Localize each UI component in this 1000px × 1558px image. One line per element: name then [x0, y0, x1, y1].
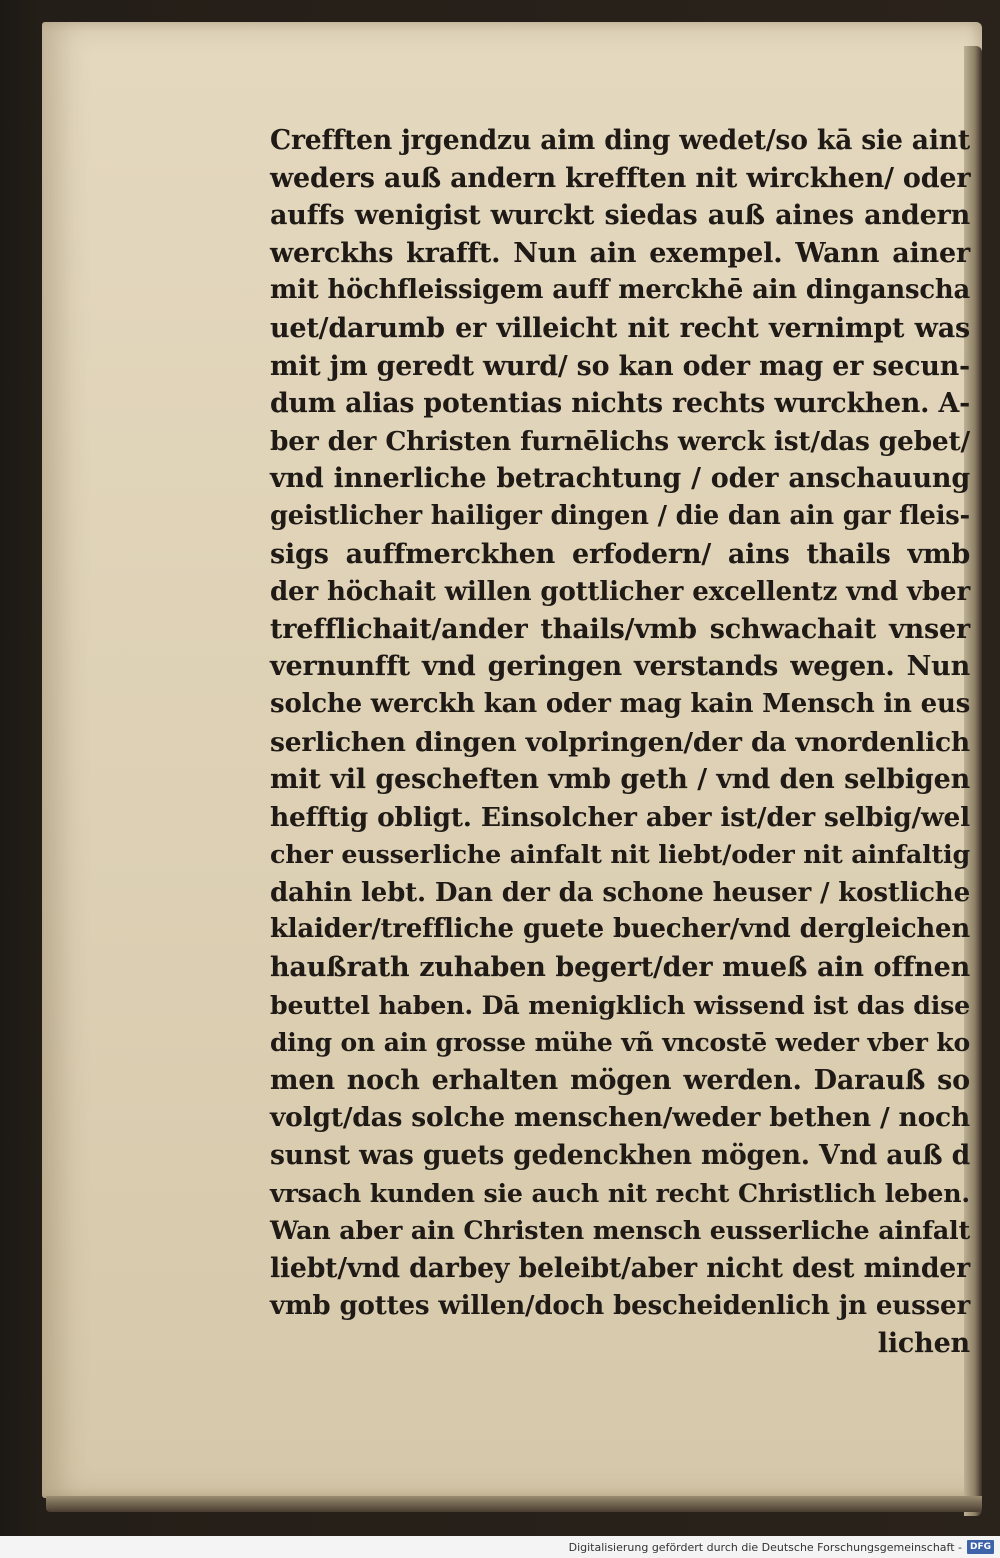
- text-line: auffs wenigist wurckt siedas auß aines andern: [270, 200, 970, 232]
- text-line: geistlicher hailiger dingen / die dan ain gar fleis-: [270, 500, 970, 531]
- text-line: men noch erhalten mögen werden. Darauß so: [270, 1064, 970, 1096]
- page-text-block: [270, 122, 970, 1363]
- text-line: Crefften jrgendzu aim ding wedet/so kā sie aint: [270, 125, 970, 156]
- text-line: werckhs krafft. Nun ain exempel. Wann ainer: [270, 237, 970, 269]
- text-line: hefftig obligt. Einsolcher aber ist/der selbig/wel: [270, 801, 970, 833]
- text-line: vmb gottes willen/doch bescheidenlich jn eusser: [270, 1290, 970, 1322]
- text-line: sunst was guets gedenckhen mögen. Vnd auß d: [270, 1140, 970, 1172]
- text-line: vnd innerliche betrachtung / oder anschauung: [270, 463, 970, 495]
- text-line: mit jm geredt wurd/ so kan oder mag er secun-: [270, 350, 970, 382]
- text-line: volgt/das solche menschen/weder bethen / noch: [270, 1102, 970, 1134]
- text-line: haußrath zuhaben begert/der mueß ain offnen: [270, 952, 970, 984]
- text-line: ber der Christen furnēlichs werck ist/das gebet/: [270, 425, 970, 457]
- text-line: mit höchfleissigem auff merckhē ain dinganscha: [270, 275, 970, 306]
- digitization-footer: [0, 1536, 1000, 1558]
- text-line: solche werckh kan oder mag kain Mensch in eus: [270, 688, 971, 719]
- text-line: klaider/treffliche guete buecher/vnd dergleichen: [270, 914, 970, 945]
- text-line: der höchait willen gottlicher excellentz vnd vber: [270, 576, 970, 608]
- text-line: liebt/vnd darbey beleibt/aber nicht dest minder: [270, 1252, 970, 1284]
- text-line: sigs auffmerckhen erfodern/ ains thails vmb: [270, 538, 970, 570]
- text-line: beuttel haben. Dā menigklich wissend ist das dise: [270, 989, 970, 1020]
- text-line: cher eusserliche ainfalt nit liebt/oder nit ainfaltig: [270, 839, 970, 870]
- dfg-logo: DFG: [967, 1540, 994, 1554]
- text-line: Wan aber ain Christen mensch eusserliche ainfalt: [270, 1215, 970, 1246]
- text-line: mit vil gescheften vmb geth / vnd den selbigen: [270, 764, 970, 796]
- text-line: serlichen dingen volpringen/der da vnordenlich: [270, 726, 970, 758]
- book-page: [42, 22, 982, 1498]
- text-line: trefflichait/ander thails/vmb schwachait vnser: [270, 613, 970, 645]
- text-line: vrsach kunden sie auch nit recht Christlich leben.: [270, 1177, 970, 1208]
- footer-credit-text: Digitalisierung gefördert durch die Deutsche Forschungsgemeinschaft -: [568, 1540, 962, 1554]
- text-line: weders auß andern krefften nit wirckhen/ oder: [270, 162, 971, 194]
- text-line: dum alias potentias nichts rechts wurckhen. A-: [270, 388, 970, 420]
- page-bottom-edge: [46, 1496, 982, 1512]
- text-line: uet/darumb er villeicht nit recht vernimpt was: [270, 312, 970, 344]
- catchword: lichen: [877, 1328, 970, 1359]
- text-line: vernunfft vnd geringen verstands wegen. Nun: [270, 651, 970, 683]
- text-line: ding on ain grosse mühe vñ vncostē weder vber ko: [270, 1027, 970, 1058]
- text-line: dahin lebt. Dan der da schone heuser / kostliche: [270, 876, 970, 908]
